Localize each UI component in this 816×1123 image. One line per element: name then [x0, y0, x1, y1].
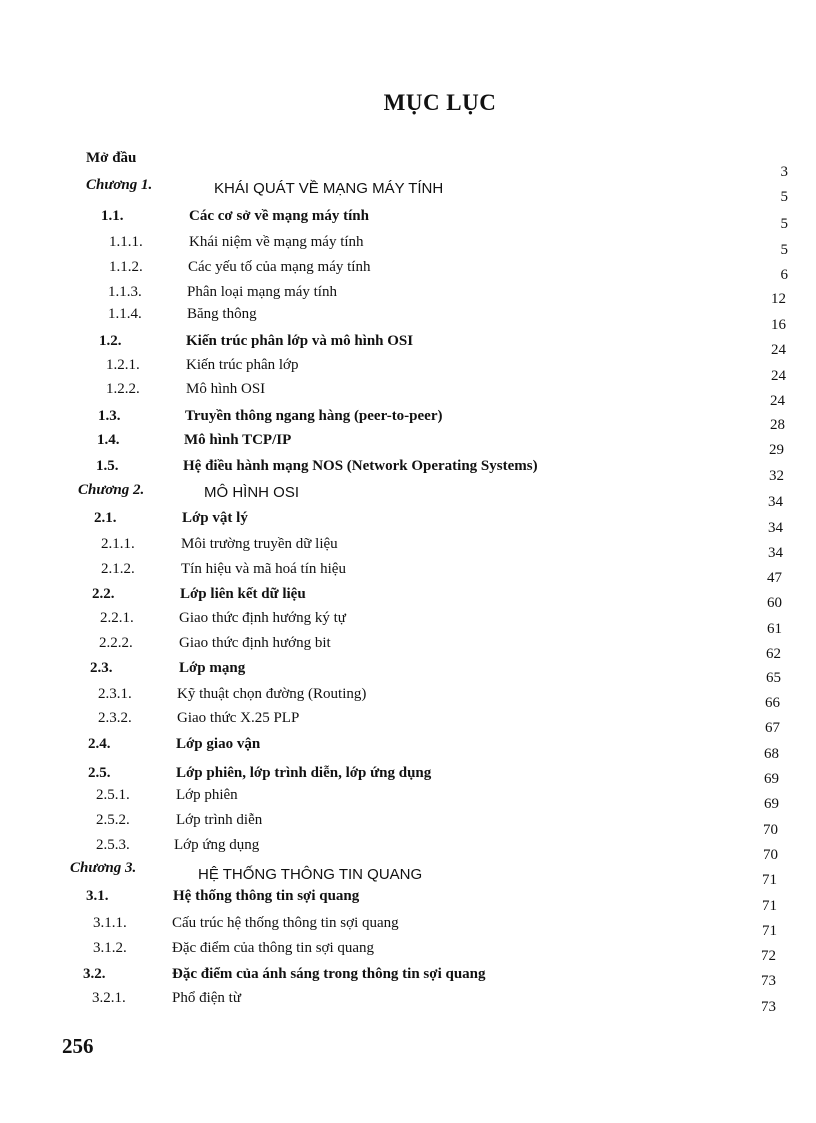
- toc-page-number: 73: [761, 999, 776, 1015]
- toc-page-number: 65: [766, 670, 781, 686]
- toc-page-number: 70: [763, 847, 778, 863]
- toc-page-number: 5: [780, 216, 788, 232]
- toc-entry-title: Lớp mạng: [179, 660, 246, 676]
- toc-page-number: 72: [761, 948, 776, 964]
- toc-entry-title: Kiến trúc phân lớp: [186, 357, 299, 373]
- toc-entry-title: Tín hiệu và mã hoá tín hiệu: [181, 561, 346, 577]
- toc-page-number: 5: [780, 242, 788, 258]
- toc-entry-number: 2.5.3.: [96, 837, 130, 853]
- toc-entry-title: Phổ điện từ: [172, 990, 241, 1006]
- toc-chapter-title: KHÁI QUÁT VỀ MẠNG MÁY TÍNH: [214, 180, 444, 197]
- toc-entry-title: Hệ điều hành mạng NOS (Network Operating Systems): [183, 458, 538, 474]
- toc-page-number: 69: [764, 771, 779, 787]
- toc-entry-title: Lớp giao vận: [176, 736, 261, 752]
- toc-entry-title: Giao thức định hướng ký tự: [179, 610, 346, 626]
- toc-entry-number: 3.2.: [83, 966, 106, 982]
- toc-chapter-title: HỆ THỐNG THÔNG TIN QUANG: [198, 866, 423, 883]
- toc-entry-title: Mô hình TCP/IP: [184, 432, 292, 448]
- toc-page-number: 28: [770, 417, 785, 433]
- toc-entry-title: Kỹ thuật chọn đường (Routing): [177, 686, 367, 702]
- toc-entry-title: Hệ thống thông tin sợi quang: [173, 888, 360, 904]
- toc-page-number: 32: [769, 468, 784, 484]
- toc-entry-title: Phân loại mạng máy tính: [187, 284, 337, 300]
- toc-entry-number: 2.2.1.: [100, 610, 134, 626]
- toc-chapter-number: Chương 3.: [70, 860, 137, 876]
- toc-page-number: 71: [762, 923, 777, 939]
- toc-page-number: 34: [768, 520, 783, 536]
- toc-entry-number: 2.4.: [88, 736, 111, 752]
- toc-page-number: 24: [771, 368, 786, 384]
- toc-entry-number: 1.1.: [101, 208, 124, 224]
- toc-page-number: 66: [765, 695, 780, 711]
- toc-entry-title: Kiến trúc phân lớp và mô hình OSI: [186, 333, 414, 349]
- toc-entry-number: 1.1.2.: [109, 259, 143, 275]
- toc-entry-number: 2.2.2.: [99, 635, 133, 651]
- toc-entry-number: 1.3.: [98, 408, 121, 424]
- toc-page-number: 29: [769, 442, 784, 458]
- toc-entry-number: 2.5.2.: [96, 812, 130, 828]
- toc-entry-title: Đặc điểm của thông tin sợi quang: [172, 940, 375, 956]
- toc-entry-number: 1.1.1.: [109, 234, 143, 250]
- toc-entry-number: 2.3.: [90, 660, 113, 676]
- toc-entry-title: Đặc điểm của ánh sáng trong thông tin sợi quang: [172, 966, 486, 982]
- toc-entry-number: 2.2.: [92, 586, 115, 602]
- toc-entry-title: Cấu trúc hệ thống thông tin sợi quang: [172, 915, 399, 931]
- page-title: MỤC LỤC: [383, 90, 497, 115]
- toc-entry-number: 1.5.: [96, 458, 119, 474]
- toc-entry-title: Lớp liên kết dữ liệu: [180, 586, 306, 602]
- toc-entry-number: 3.2.1.: [92, 990, 126, 1006]
- toc-page-number: 71: [762, 872, 777, 888]
- toc-entry-title: Giao thức X.25 PLP: [177, 710, 300, 726]
- toc-entry-number: 1.2.: [99, 333, 122, 349]
- toc-page-number: 62: [766, 646, 781, 662]
- toc-page-number: 6: [780, 267, 788, 283]
- toc-entry-number: 3.1.2.: [93, 940, 127, 956]
- toc-entry-title: Truyền thông ngang hàng (peer-to-peer): [185, 408, 443, 424]
- toc-entry-number: 1.2.2.: [106, 381, 140, 397]
- toc-page-number: 47: [767, 570, 782, 586]
- toc-page-number: 61: [767, 621, 782, 637]
- toc-page-number: 71: [762, 898, 777, 914]
- toc-entry-title: Môi trường truyền dữ liệu: [181, 536, 338, 552]
- toc-entry-number: 3.1.: [86, 888, 109, 904]
- toc-entry-number: 1.1.3.: [108, 284, 142, 300]
- toc-entry-number: 2.1.: [94, 510, 117, 526]
- page-footer-number: 256: [62, 1034, 94, 1058]
- toc-chapter-number: Chương 1.: [86, 177, 153, 193]
- toc-entry-title: Lớp phiên, lớp trình diễn, lớp ứng dụng: [176, 765, 432, 781]
- toc-entry-number: 1.2.1.: [106, 357, 140, 373]
- toc-page-number: 12: [771, 291, 786, 307]
- toc-entry-title: Mô hình OSI: [186, 381, 266, 397]
- toc-page-number: 69: [764, 796, 779, 812]
- toc-page-number: 70: [763, 822, 778, 838]
- toc-page-number: 34: [768, 494, 783, 510]
- toc-chapter-number: Chương 2.: [78, 482, 145, 498]
- toc-page-number: 24: [771, 342, 786, 358]
- toc-entry-number: 2.5.: [88, 765, 111, 781]
- toc-entry-number: 2.3.2.: [98, 710, 132, 726]
- toc-entry-title: Băng thông: [187, 306, 257, 322]
- toc-entry-title: Khái niệm về mạng máy tính: [189, 234, 364, 250]
- toc-entry-number: 3.1.1.: [93, 915, 127, 931]
- toc-entry-title: Lớp phiên: [176, 787, 238, 803]
- toc-entry-title: Lớp ứng dụng: [174, 837, 260, 853]
- toc-page-number: 5: [780, 189, 788, 205]
- toc-entry-title: Giao thức định hướng bit: [179, 635, 331, 651]
- toc-entry-number: 2.5.1.: [96, 787, 130, 803]
- toc-page-number: 68: [764, 746, 779, 762]
- toc-page-number: 24: [770, 393, 785, 409]
- toc-page-number: 34: [768, 545, 783, 561]
- toc-page-number: 73: [761, 973, 776, 989]
- toc-entry-title: Các yếu tố của mạng máy tính: [188, 259, 371, 275]
- toc-entry-number: 1.4.: [97, 432, 120, 448]
- toc-entry-number: 2.1.1.: [101, 536, 135, 552]
- toc-chapter-title: MÔ HÌNH OSI: [204, 484, 300, 501]
- toc-page-number: 3: [780, 164, 788, 180]
- toc-page-number: 16: [771, 317, 786, 333]
- toc-entry-title: Lớp trình diễn: [176, 812, 263, 828]
- toc-entry-title: Các cơ sở về mạng máy tính: [189, 208, 369, 224]
- toc-page-number: 67: [765, 720, 780, 736]
- toc-entry-title: Lớp vật lý: [182, 510, 248, 526]
- toc-entry-number: 1.1.4.: [108, 306, 142, 322]
- toc-entry-number: 2.3.1.: [98, 686, 132, 702]
- toc-entry-number: 2.1.2.: [101, 561, 135, 577]
- toc-entry-number: Mở đầu: [86, 150, 137, 166]
- toc-page-number: 60: [767, 595, 782, 611]
